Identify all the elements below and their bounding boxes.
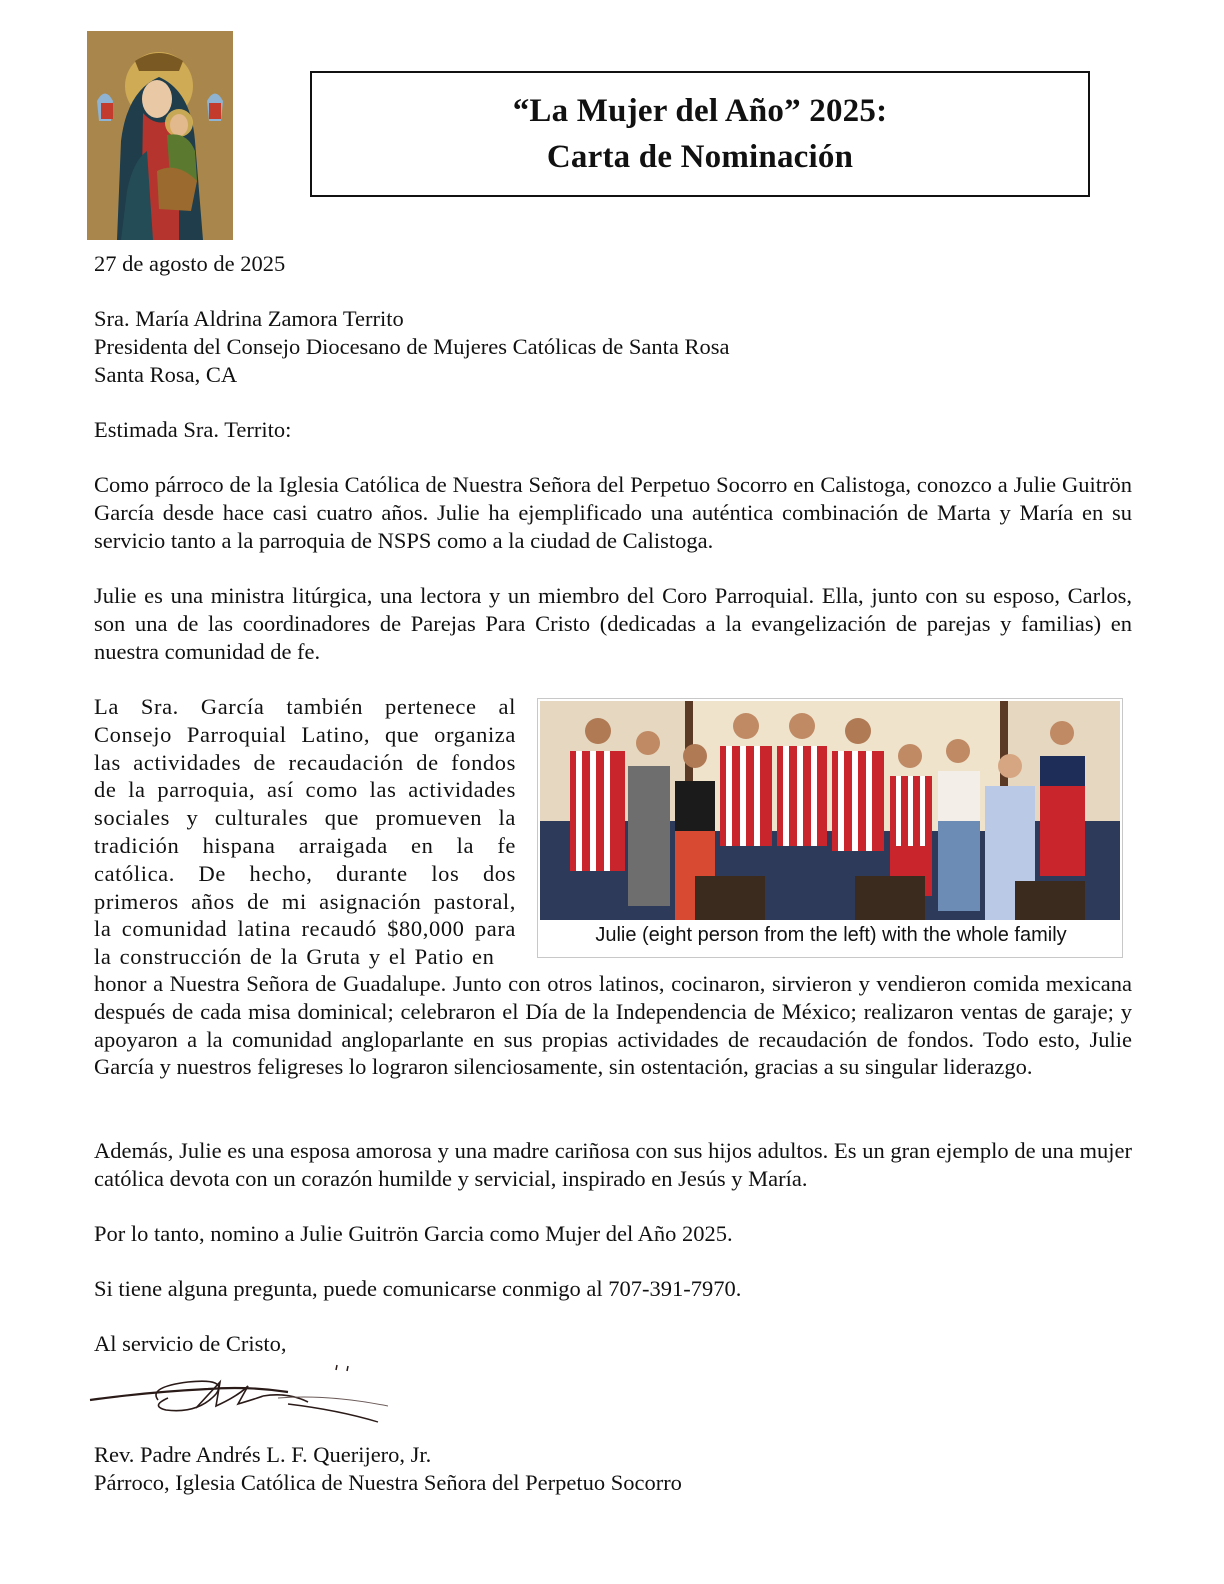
paragraph-ministries: Julie es una ministra litúrgica, una lectora y un miembro del Coro Parroquial. Ella, junto con su esposo, Carlos, son una de las coordinadores de Parejas Para Cristo (dedicadas a la evangelización de parejas y familias) en nuestra comunidad de fe. xyxy=(94,583,1132,664)
paragraph-council-part2: honor a Nuestra Señora de Guadalupe. Junto con otros latinos, cocinaron, sirvieron y vendieron comida mexicana después de cada misa dominical; celebraron el Día de la Independencia de México; realizaron ventas de garaje; y apoyaron a la comunidad angloparlante en sus propias actividades de recaudación de fondos. Todo esto, Julie García y nuestros feligreses lo lograron silenciosamente, sin ostentación, gracias a su singular liderazgo. xyxy=(94,971,1132,1080)
signature xyxy=(88,1362,388,1432)
photo-caption: Julie (eight person from the left) with the whole family xyxy=(595,924,1067,946)
sender-title: Párroco, Iglesia Católica de Nuestra Señora del Perpetuo Socorro xyxy=(94,1470,682,1495)
document-title: “La Mujer del Año” 2025: xyxy=(512,93,888,129)
document-subtitle: Carta de Nominación xyxy=(546,139,854,175)
family-photo-figure xyxy=(537,698,1123,958)
paragraph-family: Además, Julie es una esposa amorosa y una madre cariñosa con sus hijos adultos. Es un gran ejemplo de una mujer católica devota con un corazón humilde y servicial, inspirado en Jesús y María. xyxy=(94,1138,1132,1191)
closing: Al servicio de Cristo, xyxy=(94,1331,287,1356)
salutation: Estimada Sra. Territo: xyxy=(94,417,292,442)
signature-icon xyxy=(88,1362,388,1432)
family-group-photo-icon xyxy=(540,701,1120,920)
paragraph-council-part1: La Sra. García también pertenece al Consejo Parroquial Latino, que organiza las actividades de recaudación de fondos de la parroquia, así como las actividades sociales y culturales que promueven la tradición hispana arraigada en la fe católica. De hecho, durante los dos primeros años de mi asignación pastoral, la comunidad latina recaudó $80,000 para la construcción de la Gruta y el Patio en xyxy=(94,694,516,970)
paragraph-contact: Si tiene alguna pregunta, puede comunicarse conmigo al 707-391-7970. xyxy=(94,1276,742,1301)
religious-icon-image xyxy=(87,31,233,240)
paragraph-introduction: Como párroco de la Iglesia Católica de Nuestra Señora del Perpetuo Socorro en Calistoga, conozco a Julie Guitrön García desde hace casi cuatro años. Julie ha ejemplificado una auténtica combinación de Marta y María en su servicio tanto a la parroquia de NSPS como a la ciudad de Calistoga. xyxy=(94,472,1132,553)
title-box xyxy=(310,71,1090,197)
family-photo xyxy=(540,701,1120,920)
recipient-name: Sra. María Aldrina Zamora Territo xyxy=(94,306,404,331)
letter-date: 27 de agosto de 2025 xyxy=(94,251,286,276)
sender-name: Rev. Padre Andrés L. F. Querijero, Jr. xyxy=(94,1442,432,1467)
paragraph-nomination: Por lo tanto, nomino a Julie Guitrön Garcia como Mujer del Año 2025. xyxy=(94,1221,733,1246)
our-lady-icon xyxy=(87,31,233,240)
recipient-location: Santa Rosa, CA xyxy=(94,362,238,387)
recipient-position: Presidenta del Consejo Diocesano de Mujeres Católicas de Santa Rosa xyxy=(94,334,730,359)
